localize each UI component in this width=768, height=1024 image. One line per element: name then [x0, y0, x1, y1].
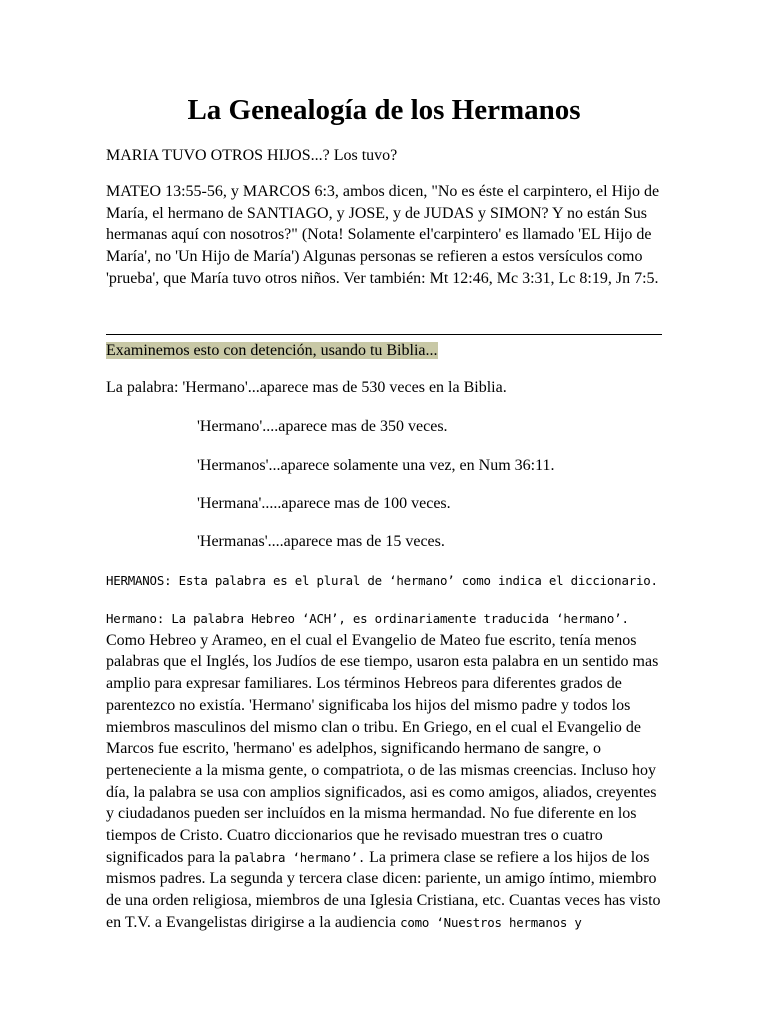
hermano-mid-mono: palabra ‘hermano’.: [234, 849, 366, 865]
count-hermana: 'Hermana'.....aparece mas de 100 veces.: [197, 495, 451, 512]
question-line: MARIA TUVO OTROS HIJOS...? Los tuvo?: [106, 147, 398, 164]
highlighted-text: Examinemos esto con detención, usando tu Biblia...: [106, 342, 438, 359]
hermano-paragraph: [106, 608, 666, 934]
hermano-end-mono: como ‘Nuestros hermanos y: [400, 914, 582, 930]
count-hermano: 'Hermano'....aparece mas de 350 veces.: [197, 418, 448, 435]
mateo-paragraph: MATEO 13:55-56, y MARCOS 6:3, ambos dicen, "No es éste el carpintero, el Hijo de María, el hermano de SANTIAGO, y JOSE, y de JUDAS y SIMON? Y no están Sus hermanas aquí con nosotros?" (Nota! Solamente el'carpintero' es llamado 'EL Hijo de María', no 'Un Hijo de María') Algunas personas se refieren a estos versículos como 'prueba', que María tuvo otros niños. Ver también: Mt 12:46, Mc 3:31, Lc 8:19, Jn 7:5.: [106, 183, 660, 287]
examine-heading: [106, 340, 666, 362]
hermano-body-2: La primera clase se refiere a los hijos de los mismos padres. La segunda y tercera clase dicen: pariente, un amigo íntimo, miembro de una orden religiosa, miembros de una Iglesia Cristiana, etc. Cuantas veces has visto en T.V. a Evangelistas dirigirse a la audiencia: [106, 848, 661, 931]
word-count-line: La palabra: 'Hermano'...aparece mas de 530 veces en la Biblia.: [106, 379, 507, 396]
hermano-intro-mono: Hermano: La palabra Hebreo ‘ACH’, es ordinariamente traducida ‘hermano’.: [106, 611, 629, 626]
count-hermanos: 'Hermanos'...aparece solamente una vez, en Num 36:11.: [197, 457, 555, 474]
horizontal-rule: [106, 334, 662, 335]
hermano-body-1: Como Hebreo y Arameo, en el cual el Evangelio de Mateo fue escrito, tenía menos palabras que el Inglés, los Judíos de ese tiempo, usaron esta palabra en un sentido mas amplio para expresar familiares. Los términos Hebreos para diferentes grados de parentezco no existía. 'Hermano' significaba los hijos del mismo padre y todos los miembros masculinos del mismo clan o tribu. En Griego, en el cual el Evangelio de Marcos fue escrito, 'hermano' es adelphos, significando hermano de sangre, o perteneciente a la misma gente, o compatriota, o de las mismas creencias. Incluso hoy día, la palabra se usa con amplios significados, asi es como amigos, aliados, creyentes y ciudadanos pueden ser incluídos en la misma hermandad. No fue diferente en los tiempos de Cristo. Cuatro diccionarios que he revisado muestran tres o cuatro significados para la: [106, 631, 659, 866]
page-title: La Genealogía de los Hermanos: [187, 94, 581, 126]
hermanos-definition: HERMANOS: Esta palabra es el plural de ‘hermano’ como indica el diccionario.: [106, 573, 658, 588]
count-hermanas: 'Hermanas'....aparece mas de 15 veces.: [197, 533, 445, 550]
